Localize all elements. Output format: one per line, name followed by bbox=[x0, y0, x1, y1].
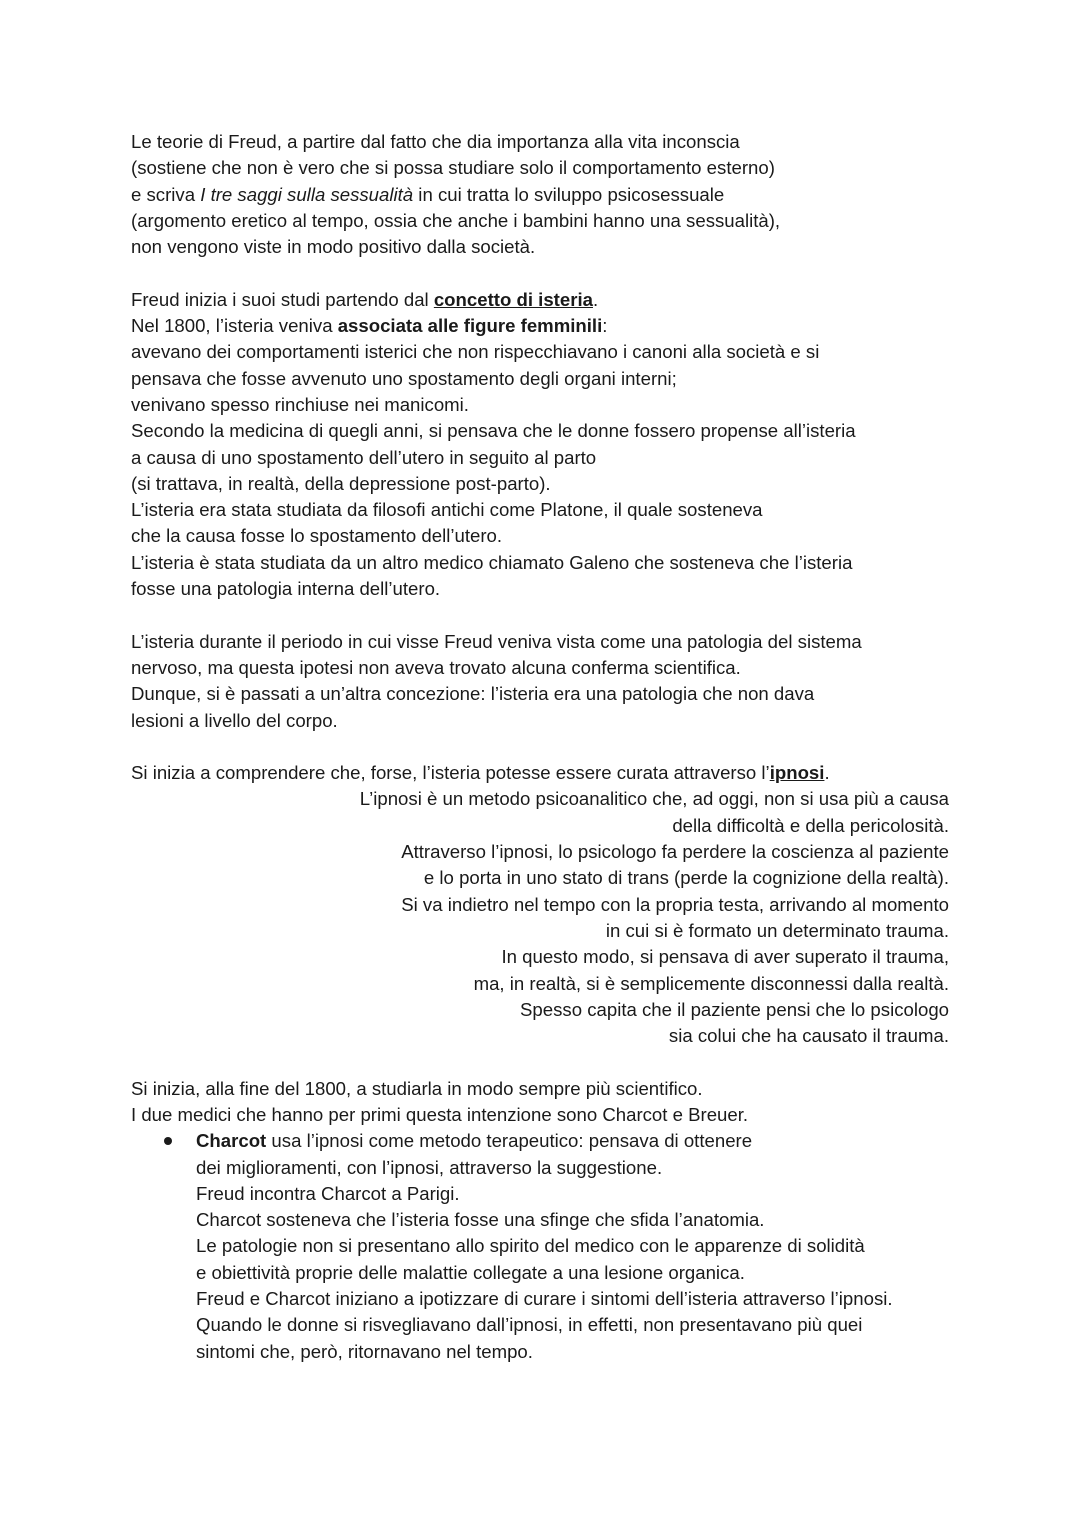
text-line: L’isteria era stata studiata da filosofi antichi come Platone, il quale sosteneva bbox=[131, 499, 763, 521]
text-line: L’isteria è stata studiata da un altro medico chiamato Galeno che sosteneva che l’isteria bbox=[131, 551, 853, 573]
bullet-list bbox=[131, 1128, 1080, 1365]
text-line: Si inizia, alla fine del 1800, a studiarla in modo sempre più scientifico. bbox=[131, 1077, 703, 1099]
text-line: non vengono viste in modo positivo dalla società. bbox=[131, 236, 536, 258]
paragraph-hypnosis-intro bbox=[131, 760, 1080, 786]
text-line: e lo porta in uno stato di trans (perde la cognizione della realtà). bbox=[423, 867, 949, 889]
text-line: Freud e Charcot iniziano a ipotizzare di curare i sintomi dell’isteria attraverso l’ipnosi. bbox=[196, 1288, 893, 1310]
emphasis-female-figures: associata alle figure femminili bbox=[337, 315, 603, 337]
text-fragment: e scriva bbox=[131, 183, 201, 205]
text-line: (si trattava, in realtà, della depressione post-parto). bbox=[131, 472, 551, 494]
text-line bbox=[196, 1128, 1080, 1154]
text-line: Quando le donne si risvegliavano dall’ipnosi, in effetti, non presentavano più quei bbox=[196, 1314, 863, 1336]
text-line: Si va indietro nel tempo con la propria testa, arrivando al momento bbox=[401, 893, 949, 915]
text-fragment: . bbox=[592, 288, 599, 310]
emphasis-charcot: Charcot bbox=[196, 1130, 267, 1152]
text-line: ma, in realtà, si è semplicemente disconnessi dalla realtà. bbox=[473, 972, 949, 994]
paragraph-scientific-study bbox=[131, 1076, 1080, 1129]
text-line bbox=[131, 760, 1080, 786]
text-line: fosse una patologia interna dell’utero. bbox=[131, 578, 441, 600]
text-line: in cui si è formato un determinato trauma. bbox=[605, 919, 949, 941]
key-term-hypnosis: ipnosi bbox=[769, 762, 825, 784]
text-line: In questo modo, si pensava di aver superato il trauma, bbox=[501, 946, 949, 968]
text-line: e obiettività proprie delle malattie collegate a una lesione organica. bbox=[196, 1261, 745, 1283]
key-term-hysteria: concetto di isteria bbox=[433, 288, 593, 310]
text-line: Freud incontra Charcot a Parigi. bbox=[196, 1182, 460, 1204]
text-fragment: Nel 1800, l’isteria veniva bbox=[131, 315, 338, 337]
text-line: Spesso capita che il paziente pensi che lo psicologo bbox=[520, 998, 949, 1020]
text-fragment: in cui tratta lo sviluppo psicosessuale bbox=[413, 183, 725, 205]
book-title: I tre saggi sulla sessualità bbox=[200, 183, 414, 205]
text-line: lesioni a livello del corpo. bbox=[131, 709, 338, 731]
list-item-charcot bbox=[131, 1128, 1080, 1365]
text-line bbox=[131, 287, 1080, 313]
text-fragment: : bbox=[602, 315, 608, 337]
text-line: Attraverso l’ipnosi, lo psicologo fa perdere la coscienza al paziente bbox=[401, 841, 949, 863]
text-line: L’ipnosi è un metodo psicoanalitico che, ad oggi, non si usa più a causa bbox=[359, 788, 949, 810]
text-line: venivano spesso rinchiuse nei manicomi. bbox=[131, 393, 469, 415]
text-line: Dunque, si è passati a un’altra concezione: l’isteria era una patologia che non dava bbox=[131, 683, 815, 705]
text-line: (argomento eretico al tempo, ossia che anche i bambini hanno una sessualità), bbox=[131, 209, 781, 231]
text-fragment: . bbox=[824, 762, 830, 784]
text-fragment: Si inizia a comprendere che, forse, l’isteria potesse essere curata attraverso l’ bbox=[131, 762, 770, 784]
text-line: avevano dei comportamenti isterici che non rispecchiavano i canoni alla società e si bbox=[131, 341, 820, 363]
text-line: Le patologie non si presentano allo spirito del medico con le apparenze di solidità bbox=[196, 1235, 865, 1257]
text-fragment: Freud inizia i suoi studi partendo dal bbox=[131, 288, 434, 310]
text-line: L’isteria durante il periodo in cui visse Freud veniva vista come una patologia del sistema bbox=[131, 630, 862, 652]
text-line: dei miglioramenti, con l’ipnosi, attraverso la suggestione. bbox=[196, 1156, 663, 1178]
text-line: sintomi che, però, ritornavano nel tempo. bbox=[196, 1340, 533, 1362]
text-line bbox=[131, 182, 1080, 208]
hypnosis-explanation-block bbox=[131, 786, 949, 1049]
text-line: Charcot sosteneva che l’isteria fosse una sfinge che sfida l’anatomia. bbox=[196, 1209, 765, 1231]
text-fragment: usa l’ipnosi come metodo terapeutico: pensava di ottenere bbox=[266, 1130, 753, 1152]
text-line: della difficoltà e della pericolosità. bbox=[672, 814, 949, 836]
text-line: (sostiene che non è vero che si possa studiare solo il comportamento esterno) bbox=[131, 157, 775, 179]
text-line: Secondo la medicina di quegli anni, si pensava che le donne fossero propense all’isteria bbox=[131, 420, 856, 442]
text-line: I due medici che hanno per primi questa intenzione sono Charcot e Breuer. bbox=[131, 1103, 749, 1125]
paragraph-nervous-system bbox=[131, 629, 1080, 734]
text-line: sia colui che ha causato il trauma. bbox=[668, 1025, 949, 1047]
text-line: pensava che fosse avvenuto uno spostamento degli organi interni; bbox=[131, 367, 677, 389]
text-line: che la causa fosse lo spostamento dell’utero. bbox=[131, 525, 503, 547]
paragraph-hysteria-concept bbox=[131, 287, 1080, 603]
text-line: a causa di uno spostamento dell’utero in seguito al parto bbox=[131, 446, 597, 468]
text-line: nervoso, ma questa ipotesi non aveva trovato alcuna conferma scientifica. bbox=[131, 656, 741, 678]
text-line bbox=[131, 313, 1080, 339]
bullet-icon bbox=[164, 1137, 172, 1145]
paragraph-freud-theories bbox=[131, 129, 1080, 260]
text-line: Le teorie di Freud, a partire dal fatto che dia importanza alla vita inconscia bbox=[131, 131, 740, 152]
